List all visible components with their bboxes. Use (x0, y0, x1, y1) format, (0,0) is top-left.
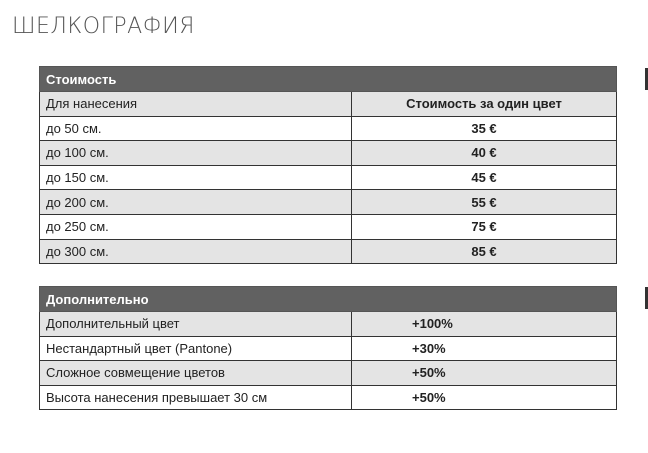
table-row (40, 336, 617, 361)
table-row (40, 141, 617, 166)
row-surcharge: +30% (352, 336, 617, 361)
row-label: до 50 см. (40, 116, 352, 141)
row-surcharge: +100% (352, 312, 617, 337)
table-header-row (40, 92, 617, 117)
row-surcharge: +50% (352, 361, 617, 386)
page-title: ШЕЛКОГРАФИЯ (12, 14, 195, 39)
table-row (40, 361, 617, 386)
row-surcharge: +50% (352, 385, 617, 410)
table-row (40, 385, 617, 410)
cost-table (39, 66, 617, 264)
row-price: 40 € (352, 141, 617, 166)
table-row (40, 312, 617, 337)
row-label: до 250 см. (40, 214, 352, 239)
row-price: 75 € (352, 214, 617, 239)
table-row (40, 214, 617, 239)
row-price: 35 € (352, 116, 617, 141)
table-row (40, 165, 617, 190)
row-price: 45 € (352, 165, 617, 190)
column-header-cost-per-color: Стоимость за один цвет (352, 92, 617, 117)
cost-table-caption: Стоимость (40, 67, 617, 92)
table-row (40, 190, 617, 215)
row-label: до 100 см. (40, 141, 352, 166)
row-label: Дополнительный цвет (40, 312, 352, 337)
table-row (40, 116, 617, 141)
table-row (40, 239, 617, 264)
row-label: Высота нанесения превышает 30 см (40, 385, 352, 410)
column-header-application: Для нанесения (40, 92, 352, 117)
row-price: 55 € (352, 190, 617, 215)
row-label: до 150 см. (40, 165, 352, 190)
row-label: Нестандартный цвет (Pantone) (40, 336, 352, 361)
extra-table-caption: Дополнительно (40, 287, 617, 312)
row-label: до 200 см. (40, 190, 352, 215)
row-price: 85 € (352, 239, 617, 264)
extra-table (39, 286, 617, 410)
row-label: Сложное совмещение цветов (40, 361, 352, 386)
row-label: до 300 см. (40, 239, 352, 264)
